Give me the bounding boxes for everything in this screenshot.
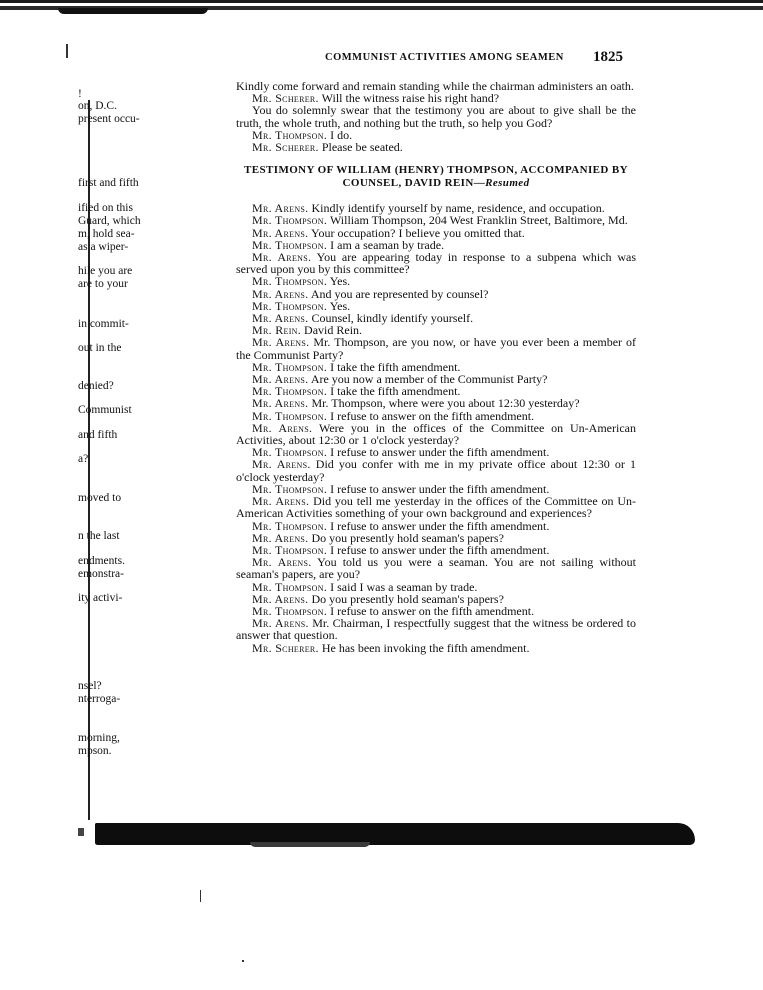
speaker-name: Mr. Arens. [252, 396, 309, 411]
statement-text: He has been invoking the fifth amendment. [321, 640, 530, 655]
speaker-name: Mr. Thompson. [252, 408, 328, 423]
statement-text: I refuse to answer on the fifth amendment. [330, 408, 535, 423]
statement-text: You do solemnly swear that the testimony you are about to give shall be the truth, the whole truth, and nothing but the truth, so help you God? [236, 103, 636, 130]
speaker-name: Mr. Scherer. [252, 640, 319, 655]
page-number: 1825 [593, 49, 623, 65]
transcript-speech [236, 495, 636, 519]
statement-text: Are you now a member of the Communist Party? [310, 372, 548, 387]
scan-speck [200, 890, 201, 902]
statement-text: Do you presently hold seaman's papers? [311, 591, 504, 606]
statement-text: Did you confer with me in my private office about 12:30 or 1 o'clock yesterday? [236, 457, 637, 484]
speaker-name: Mr. Arens. [252, 530, 309, 545]
margin-fragment: m, hold sea- [78, 228, 135, 240]
margin-fragment: present occu- [78, 113, 140, 125]
speaker-name: Mr. Arens. [252, 555, 312, 570]
speaker-name: Mr. Scherer. [252, 140, 319, 155]
margin-fragment: out in the [78, 342, 122, 354]
margin-fragment: denied? [78, 380, 114, 392]
speaker-name: Mr. Arens. [252, 372, 309, 387]
margin-fragment: ity activi- [78, 592, 123, 604]
transcript-speech [236, 642, 636, 654]
margin-fragment: n the last [78, 530, 120, 542]
statement-text: Mr. Chairman, I respectfully suggest that the witness be ordered to answer that question. [236, 616, 636, 643]
margin-fragment: Guard, which [78, 215, 141, 227]
statement-text: And you are represented by counsel? [310, 286, 489, 301]
section-heading-suffix: Resumed [485, 177, 530, 190]
margin-fragment: hile you are [78, 265, 133, 277]
statement-text: I refuse to answer under the fifth amendment. [330, 481, 550, 496]
statement-text: Mr. Thompson, where were you about 12:30 yesterday? [311, 396, 580, 411]
statement-text: Kindly come forward and remain standing while the chairman administers an oath. [236, 79, 634, 93]
speaker-name: Mr. Thompson. [252, 542, 328, 557]
speaker-name: Mr. Thompson. [252, 481, 328, 496]
statement-text: Yes. [329, 274, 351, 289]
speaker-name: Mr. Thompson. [252, 518, 328, 533]
transcript-speech [236, 556, 636, 580]
speaker-name: Mr. Rein. [252, 323, 302, 338]
transcript-speech [236, 422, 636, 446]
speaker-name: Mr. Thompson. [252, 237, 328, 252]
statement-text: Please be seated. [321, 140, 403, 155]
transcript-body [236, 80, 636, 654]
speaker-name: Mr. Thompson. [252, 359, 328, 374]
previous-page-margin [78, 0, 158, 990]
statement-text: Your occupation? I believe you omitted that. [311, 225, 525, 240]
speaker-name: Mr. Arens. [252, 250, 312, 265]
margin-fragment: ! [78, 88, 82, 100]
margin-fragment: first and fifth [78, 177, 139, 189]
speaker-name: Mr. Thompson. [252, 274, 328, 289]
scan-speck [66, 44, 68, 58]
statement-text: Were you in the offices of the Committee on Un-American Activities, about 12:30 or 1 o'clock yesterday? [236, 420, 636, 448]
margin-fragment: ified on this [78, 202, 133, 214]
section-heading-text: TESTIMONY OF WILLIAM (HENRY) THOMPSON, ACCOMPANIED BY COUNSEL, DAVID REIN— [244, 164, 628, 190]
statement-text: I refuse to answer under the fifth amendment. [330, 445, 550, 460]
speaker-name: Mr. Arens. [252, 616, 309, 631]
margin-fragment: endments. [78, 555, 125, 567]
statement-text: You are appearing today in response to a subpena which was served upon you by this committee? [236, 250, 636, 277]
speaker-name: Mr. Thompson. [252, 298, 328, 313]
statement-text: I am a seaman by trade. [330, 237, 445, 252]
statement-text: Yes. [329, 298, 351, 313]
statement-text: I refuse to answer under the fifth amendment. [330, 542, 550, 557]
transcript-speech [236, 458, 636, 482]
speaker-name: Mr. Scherer. [252, 91, 319, 106]
statement-text: Counsel, kindly identify yourself. [311, 311, 474, 326]
transcript-paragraph [236, 104, 636, 128]
margin-fragment: in commit- [78, 318, 129, 330]
statement-text: Mr. Thompson, are you now, or have you ever been a member of the Communist Party? [236, 335, 637, 362]
speaker-name: Mr. Thompson. [252, 603, 328, 618]
speaker-name: Mr. Arens. [252, 201, 309, 216]
speaker-name: Mr. Arens. [252, 311, 309, 326]
running-head: COMMUNIST ACTIVITIES AMONG SEAMEN [325, 52, 564, 63]
transcript-speech [236, 251, 636, 275]
statement-text: I refuse to answer on the fifth amendment. [330, 603, 535, 618]
speaker-name: Mr. Arens. [252, 494, 310, 509]
statement-text: I said I was a seaman by trade. [330, 579, 478, 594]
speaker-name: Mr. Arens. [252, 225, 309, 240]
statement-text: I take the fifth amendment. [330, 359, 461, 374]
margin-fragment: emonstra- [78, 568, 124, 580]
margin-fragment: nterroga- [78, 693, 121, 705]
speaker-name: Mr. Thompson. [252, 127, 328, 142]
margin-fragment: on, D.C. [78, 100, 117, 112]
margin-fragment: as a wiper- [78, 241, 129, 253]
scan-speck [242, 960, 244, 962]
statement-text: Do you presently hold seaman's papers? [311, 530, 504, 545]
margin-fragment: nsel? [78, 680, 102, 692]
transcript-speech [236, 336, 636, 360]
statement-text: William Thompson, 204 West Franklin Street, Baltimore, Md. [329, 213, 628, 228]
scan-bottom-tail [250, 842, 370, 847]
speaker-name: Mr. Thompson. [252, 384, 328, 399]
margin-fragment: moved to [78, 492, 122, 504]
margin-fragment: morning, [78, 732, 120, 744]
margin-fragment: are to your [78, 278, 128, 290]
statement-text: You told us you were a seaman. You are not sailing without seaman's papers, are you? [236, 555, 636, 582]
transcript-speech [236, 141, 636, 153]
statement-text: I refuse to answer under the fifth amendment. [330, 518, 550, 533]
statement-text: Will the witness raise his right hand? [321, 91, 500, 106]
statement-text: David Rein. [304, 323, 363, 338]
statement-text: I do. [330, 127, 353, 142]
speaker-name: Mr. Thompson. [252, 579, 328, 594]
margin-fragment: Communist [78, 404, 132, 416]
statement-text: I take the fifth amendment. [330, 384, 461, 399]
scan-bottom-shadow [95, 823, 695, 845]
speaker-name: Mr. Arens. [252, 591, 309, 606]
statement-text: Kindly identify yourself by name, residence, and occupation. [311, 201, 605, 216]
speaker-name: Mr. Thompson. [252, 213, 328, 228]
section-heading [236, 164, 636, 190]
statement-text: Did you tell me yesterday in the offices of the Committee on Un-American Activities something of your own background and experiences? [236, 494, 636, 521]
speaker-name: Mr. Arens. [252, 286, 309, 301]
speaker-name: Mr. Thompson. [252, 445, 328, 460]
speaker-name: Mr. Arens. [252, 420, 313, 435]
margin-fragment: mpson. [78, 745, 112, 757]
transcript-speech [236, 617, 636, 641]
margin-fragment: a? [78, 453, 89, 465]
speaker-name: Mr. Arens. [252, 335, 310, 350]
margin-fragment: and fifth [78, 429, 118, 441]
speaker-name: Mr. Arens. [252, 457, 311, 472]
